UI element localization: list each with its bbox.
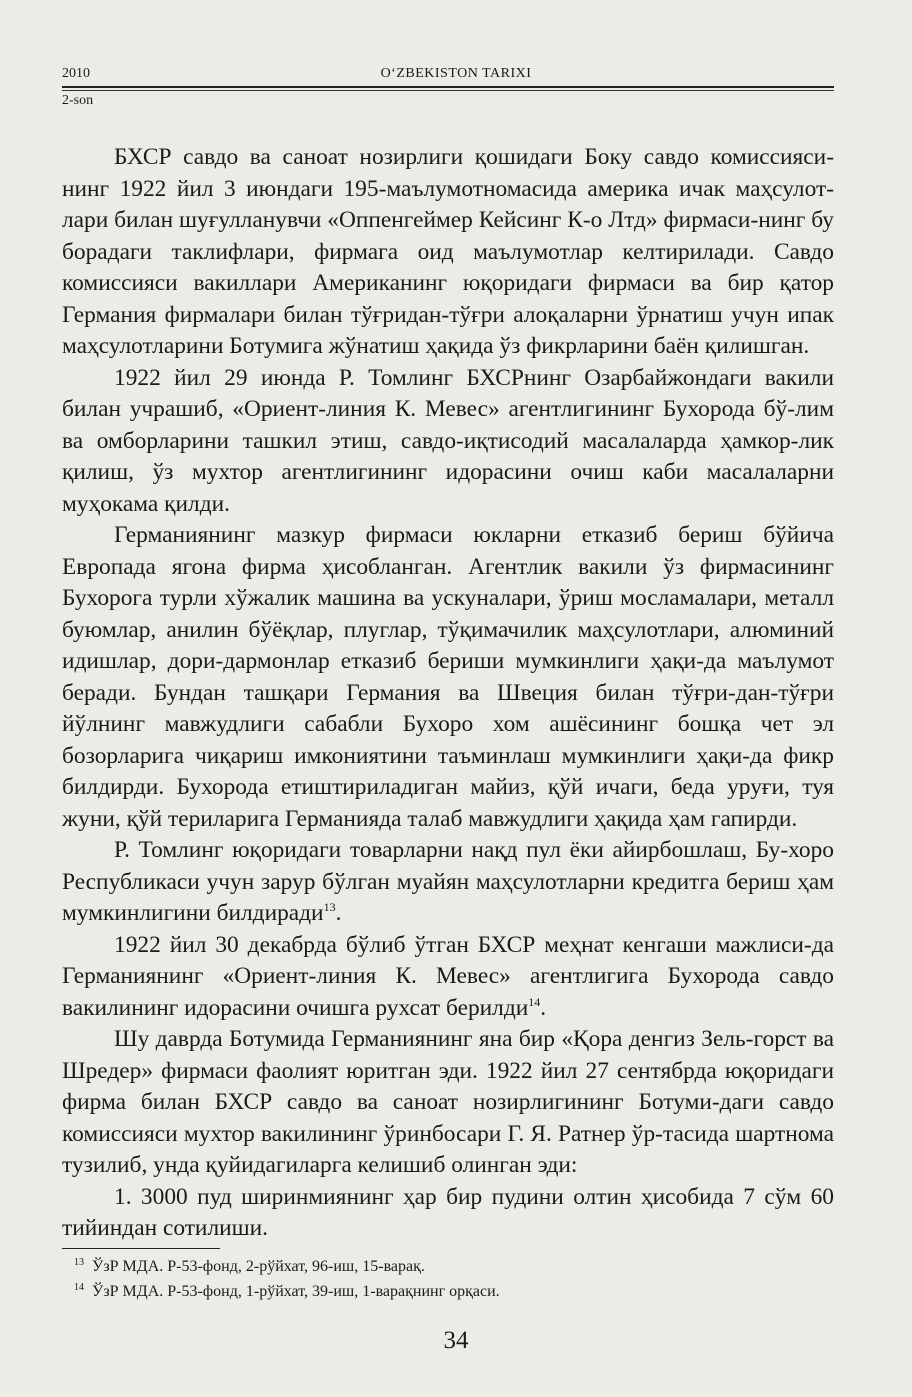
header-rule-thin xyxy=(62,90,834,91)
paragraph: Германиянинг мазкур фирмаси юкларни етказиб бериш бўйича Европада ягона фирма ҳисобланган. Агентлик вакили ўз фирмасининг Бухорога турли хўжалик машина ва ускуналари, ўриш мосламалари, металл буюмлар, анилин бўёқлар, плуглар, тўқимачилик маҳсулотлари, алюминий идишлар, дори-дармонлар етказиб бериши мумкинлиги ҳақи-да маълумот беради. Бундан ташқари Германия ва Швеция билан тўғри-дан-тўғри йўлнинг мавжудлиги сабабли Бухоро хом ашёсининг бошқа чет эл бозорларига чиқариш имкониятини таъминлаш мумкинлиги ҳақи-да фикр билдирди. Бухорода етиштириладиган майиз, қўй ичаги, беда уруғи, туя жуни, қўй териларига Германияда талаб мавжудлиги ҳақида ҳам гапирди. xyxy=(62,522,834,832)
footnote-ref: 13 xyxy=(323,900,336,915)
header-journal-title: O‘ZBEKISTON TARIXI xyxy=(380,66,532,81)
footnotes xyxy=(62,1254,834,1304)
footnote-text: ЎзР МДА. Р-53-фонд, 1-рўйхат, 39-иш, 1-варақнинг орқаси. xyxy=(92,1283,500,1300)
footnote xyxy=(62,1254,834,1279)
article-body xyxy=(62,142,834,1245)
paragraph: 1922 йил 30 декабрда бўлиб ўтган БХСР меҳнат кенгаши мажлиси-да Германиянинг «Ориент-линия К. Мевес» агентлигига Бухорода савдо вакилининг идорасини очишга рухсат берилди$^{14}$. xyxy=(62,931,834,1021)
paragraph: 1922 йил 29 июнда Р. Томлинг БХСРнинг Озарбайжондаги вакили билан учрашиб, «Ориент-линия К. Мевес» агентлигининг Бухорода бў-лим ва омборларини ташкил этиш, савдо-иқтисодий масалаларда ҳамкор-лик қилиш, ўз мухтор агентлигининг идорасини очиш каби масалаларни муҳокама қилди. xyxy=(62,364,834,517)
footnote-text: ЎзР МДА. Р-53-фонд, 2-рўйхат, 96-иш, 15-варақ. xyxy=(92,1258,425,1275)
footnote-separator xyxy=(62,1248,220,1249)
header-issue: 2-son xyxy=(62,93,94,108)
header-year: 2010 xyxy=(62,66,90,81)
paragraph: БХСР савдо ва саноат нозирлиги қошидаги Боку савдо комиссияси-нинг 1922 йил 3 июндаги 195-маълумотномасида америка ичак маҳсулот-лари билан шуғулланувчи «Оппенгеймер Кейсинг К-о Лтд» фирмаси-нинг бу борадаги таклифлари, фирмага оид маълумотлар келтирилади. Савдо комиссияси вакиллари Американинг юқоридаги фирмаси ва бир қатор Германия фирмалари билан тўғридан-тўғри алоқаларни ўрнатиш учун ипак маҳсулотларини Ботумига жўнатиш ҳақида ўз фикрларини баён қилишган. xyxy=(62,144,834,359)
footnote-number: 13 xyxy=(74,1256,84,1268)
footnote xyxy=(62,1279,834,1304)
footnote-ref: 14 xyxy=(528,994,541,1009)
paragraph: 1. 3000 пуд ширинмиянинг ҳар бир пудини олтин ҳисобида 7 сўм 60 тийиндан сотилиши. xyxy=(62,1183,834,1241)
header-rule xyxy=(62,86,834,88)
page-number: 34 xyxy=(443,1327,469,1354)
paragraph: Шу даврда Ботумида Германиянинг яна бир «Қора денгиз Зель-горст ва Шредер» фирмаси фаолият юритган эди. 1922 йил 27 сентябрда юқоридаги фирма билан БХСР савдо ва саноат нозирлигининг Ботуми-даги савдо комиссияси мухтор вакилининг ўринбосари Г. Я. Ратнер ўр-тасида шартнома тузилиб, унда қуйидагиларга келишиб олинган эди: xyxy=(62,1026,834,1178)
paragraph: Р. Томлинг юқоридаги товарларни нақд пул ёки айирбошлаш, Бу-хоро Республикаси учун зарур бўлган муайян маҳсулотларни кредитга бериш ҳам мумкинлигини билдиради$^{13}$. xyxy=(62,837,834,926)
footnote-number: 14 xyxy=(74,1281,84,1293)
